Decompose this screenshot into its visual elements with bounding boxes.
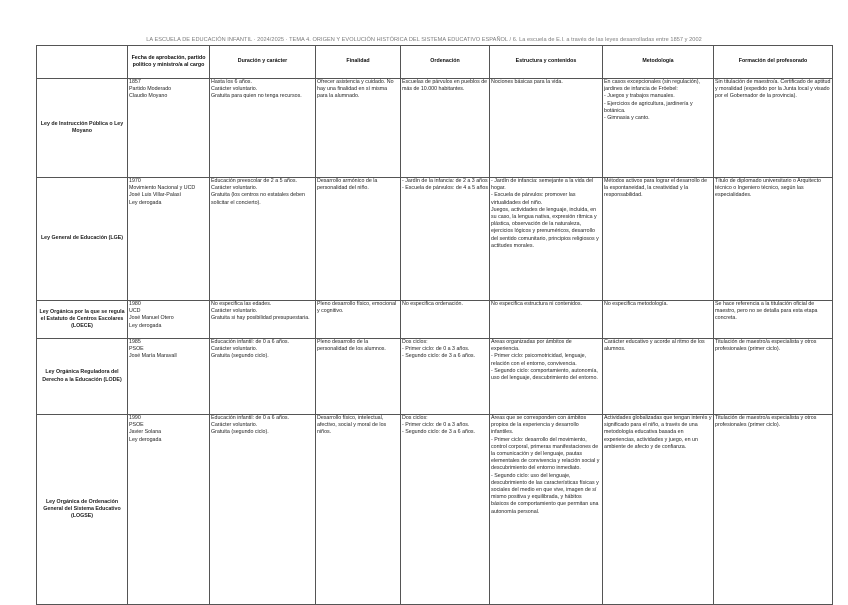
cell-metodologia: Actividades globalizadas que tengan interés y significado para el niño, a través de una metodología educativa basada en experiencias, actividades y juego, en un ambiente de afecto y de confianza. xyxy=(603,415,714,605)
col-header-finalidad: Finalidad xyxy=(316,46,401,79)
col-header-duracion: Duración y carácter xyxy=(210,46,316,79)
cell-estructura: No especifica estructura ni contenidos. xyxy=(490,301,603,339)
cell-finalidad: Pleno desarrollo físico, emocional y cognitivo. xyxy=(316,301,401,339)
table-row xyxy=(37,415,833,605)
col-header-formacion: Formación del profesorado xyxy=(714,46,833,79)
table-row xyxy=(37,339,833,415)
cell-ordenacion: Dos ciclos: - Primer ciclo: de 0 a 3 años. - Segundo ciclo: de 3 a 6 años. xyxy=(401,339,490,415)
cell-fecha: 1970 Movimiento Nacional y UCD José Luis Villar-Palasí Ley derogada xyxy=(128,178,210,301)
cell-metodologia: Carácter educativo y acorde al ritmo de los alumnos. xyxy=(603,339,714,415)
cell-finalidad: Pleno desarrollo de la personalidad de los alumnos. xyxy=(316,339,401,415)
cell-ordenacion: Escuelas de párvulos en pueblos de más de 10.000 habitantes. xyxy=(401,79,490,178)
cell-law: Ley Orgánica de Ordenación General del Sistema Educativo (LOGSE) xyxy=(37,415,128,605)
cell-law: Ley Orgánica por la que se regula el Estatuto de Centros Escolares (LOECE) xyxy=(37,301,128,339)
cell-metodologia: No especifica metodología. xyxy=(603,301,714,339)
cell-ordenacion: - Jardín de la infancia: de 2 a 3 años - Escuela de párvulos: de 4 a 5 años xyxy=(401,178,490,301)
cell-formacion: Título de diplomado universitario o Arquitecto técnico o Ingeniero técnico, según las especialidades. xyxy=(714,178,833,301)
cell-ordenacion: No especifica ordenación. xyxy=(401,301,490,339)
col-header-estructura: Estructura y contenidos xyxy=(490,46,603,79)
cell-estructura: Nociones básicas para la vida. xyxy=(490,79,603,178)
cell-duracion: No especifica las edades. Carácter voluntario. Gratuita si hay posibilidad presupuestaria. xyxy=(210,301,316,339)
cell-fecha: 1985 PSOE José María Maravall xyxy=(128,339,210,415)
cell-duracion: Educación preescolar de 2 a 5 años. Carácter voluntario. Gratuita (los centros no estatales deben solicitar el concierto). xyxy=(210,178,316,301)
cell-fecha: 1857 Partido Moderado Claudio Moyano xyxy=(128,79,210,178)
col-header-law xyxy=(37,46,128,79)
table-row xyxy=(37,178,833,301)
document-header: LA ESCUELA DE EDUCACIÓN INFANTIL · 2024/2025 · TEMA 4. ORIGEN Y EVOLUCIÓN HISTÓRICA DEL SISTEMA EDUCATIVO ESPAÑOL / 6. La escuela de E.I. a través de las leyes desarrolladas entre 1857 y 2002 xyxy=(146,37,702,43)
cell-law: Ley General de Educación (LGE) xyxy=(37,178,128,301)
cell-formacion: Sin titulación de maestro/a. Certificado de aptitud y moralidad (expedido por la Junta local y visado por el Gobernador de la provincia). xyxy=(714,79,833,178)
cell-formacion: Titulación de maestro/a especialista y otros profesionales (primer ciclo). xyxy=(714,339,833,415)
table-row xyxy=(37,301,833,339)
col-header-ordenacion: Ordenación xyxy=(401,46,490,79)
cell-metodologia: Métodos activos para lograr el desarrollo de la espontaneidad, la creatividad y la responsabilidad. xyxy=(603,178,714,301)
header-row xyxy=(37,46,833,79)
cell-metodologia: En casos excepcionales (sin regulación), jardines de infancia de Fröebel: - Juegos y trabajos manuales. - Ejercicios de agricultura, jardinería y botánica. - Gimnasia y canto. xyxy=(603,79,714,178)
table-row xyxy=(37,79,833,178)
cell-ordenacion: Dos ciclos: - Primer ciclo: de 0 a 3 años. - Segundo ciclo: de 3 a 6 años. xyxy=(401,415,490,605)
cell-estructura: Áreas que se corresponden con ámbitos propios de la experiencia y desarrollo infantiles. - Primer ciclo: desarrollo del movimiento, control corporal, primeras manifestaciones de la comunicación y del lenguaje, pautas elementales de convivencia y relación social y descubrimiento del entorno inmediato. - Segundo ciclo: uso del lenguaje, descubrimiento de las características físicas y sociales del medio en que vive, imagen de sí mismo positiva y equilibrada, y hábitos básicos de comportamiento que permitan una autonomía personal. xyxy=(490,415,603,605)
cell-formacion: Titulación de maestro/a especialista y otros profesionales (primer ciclo). xyxy=(714,415,833,605)
cell-duracion: Hasta los 6 años. Carácter voluntario. Gratuita para quien no tenga recursos. xyxy=(210,79,316,178)
cell-estructura: - Jardín de infancia: semejante a la vida del hogar. - Escuela de párvulos: promover las virtualidades del niño. Juegos, actividades de lenguaje, incluida, en su caso, la lengua nativa, expresión rítmica y plástica, observación de la naturaleza, ejercicios lógicos y prenuméricos, desarrollo del sentido comunitario, principios religiosos y actitudes morales. xyxy=(490,178,603,301)
cell-finalidad: Desarrollo físico, intelectual, afectivo, social y moral de los niños. xyxy=(316,415,401,605)
cell-estructura: Áreas organizadas por ámbitos de experiencia. - Primer ciclo: psicomotricidad, lenguaje, relación con el entorno, convivencia. - Segundo ciclo: comportamiento, autonomía, uso del lenguaje, descubrimiento del entorno. xyxy=(490,339,603,415)
cell-fecha: 1980 UCD José Manuel Otero Ley derogada xyxy=(128,301,210,339)
col-header-fecha: Fecha de aprobación, partido político y ministro/a al cargo xyxy=(128,46,210,79)
laws-table xyxy=(36,45,833,605)
cell-fecha: 1990 PSOE Javier Solana Ley derogada xyxy=(128,415,210,605)
cell-duracion: Educación infantil: de 0 a 6 años. Carácter voluntario. Gratuita (segundo ciclo). xyxy=(210,415,316,605)
cell-law: Ley de Instrucción Pública o Ley Moyano xyxy=(37,79,128,178)
cell-finalidad: Desarrollo armónico de la personalidad del niño. xyxy=(316,178,401,301)
cell-duracion: Educación infantil: de 0 a 6 años. Carácter voluntario. Gratuita (segundo ciclo). xyxy=(210,339,316,415)
cell-law: Ley Orgánica Reguladora del Derecho a la Educación (LODE) xyxy=(37,339,128,415)
cell-formacion: Se hace referencia a la titulación oficial de maestro, pero no se detalla para esta etapa concreta. xyxy=(714,301,833,339)
col-header-metodologia: Metodología xyxy=(603,46,714,79)
cell-finalidad: Ofrecer asistencia y cuidado. No hay una finalidad en sí misma para la alumnado. xyxy=(316,79,401,178)
